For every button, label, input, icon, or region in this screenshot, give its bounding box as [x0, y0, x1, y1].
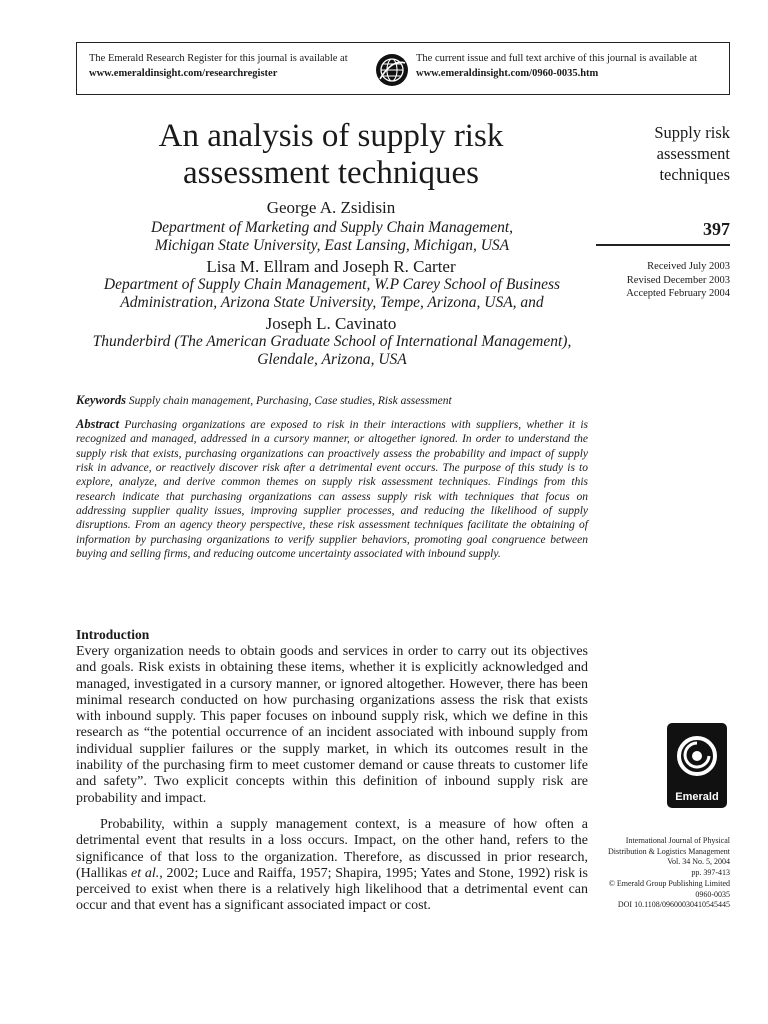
affiliation-line: Glendale, Arizona, USA — [257, 351, 407, 368]
emerald-globe-icon — [375, 53, 409, 87]
running-title-line: Supply risk — [654, 123, 730, 142]
abstract-label: Abstract — [76, 417, 120, 431]
journal-info-doi: DOI 10.1108/09600030410545445 — [617, 900, 730, 910]
journal-info-line: © Emerald Group Publishing Limited — [608, 878, 730, 888]
affiliation-line: Department of Marketing and Supply Chain Management, — [150, 219, 514, 236]
body-paragraph: Every organization needs to obtain goods and services in order to carry out its objectives and goals. Risk exists in obtaining these items, whether it is explicitly acknowledged and managed, investigated in a cursory manner, or ignored altogether. However, there has been minimal research conducted on how purchasing organizations assess the risk that exists with inbound supply. This paper focuses on inbound supply risk, which we define in this research as “the potential occurrence of an incident associated with inbound supply from individual supplier failures or the supply market, in which its outcomes result in the inability of the purchasing firm to meet customer demand or cause threats to customer life and safety”. Two explicit concepts within this definition of inbound supply risk are probability and impact. — [76, 644, 588, 806]
body-paragraph — [76, 817, 588, 915]
author-affiliation — [70, 219, 594, 255]
affiliation-line: Thunderbird (The American Graduate School of International Management), — [92, 333, 572, 350]
journal-info — [580, 836, 730, 911]
received-date: Received July 2003 — [647, 261, 730, 272]
journal-info-line: Distribution & Logistics Management — [608, 846, 730, 856]
emerald-swirl-icon — [675, 731, 719, 781]
register-left-notice — [89, 51, 374, 81]
author-affiliation — [70, 333, 594, 369]
journal-info-line: International Journal of Physical — [625, 836, 730, 845]
running-title-line: assessment — [656, 144, 730, 163]
abstract-text: Purchasing organizations are exposed to risk in their interactions with suppliers, whether it is recognized and managed, addressed in a cursory manner, or altogether ignored. In order to understand the supply risk that exists, purchasing organizations can proactively assess the probability and impact of supply risk in advance, or reactively discover risk after a detrimental event occurs. The purpose of this study is to explore, analyze, and derive common themes on supply risk assessment techniques. Findings from this research indicate that purchasing organizations can assess supply risk with techniques that focus on addressing supplier quality issues, improving supplier processes, and reducing the likelihood of supply disruptions. From an agency theory perspective, these risk assessment techniques facilitate the obtaining of information by purchasing organizations to verify supplier behaviors, promoting goal congruence between buying and selling firms, and reducing outcome uncertainty associated with inbound supply. — [76, 419, 589, 561]
running-title-line: techniques — [659, 165, 730, 184]
emerald-logo — [667, 723, 727, 808]
accepted-date: Accepted February 2004 — [626, 288, 730, 299]
paragraph-text: , 2002; Luce and Raiffa, 1957; Shapira, 1995; Yates and Stone, 1992) risk is perceived to exist when there is a relatively high likelihood that a detrimental event can occur and that event has a significant associated impact or cost. — [76, 865, 588, 914]
author-name: Lisa M. Ellram and Joseph R. Carter — [206, 257, 456, 276]
register-right-text: The current issue and full text archive of this journal is available at — [416, 53, 698, 64]
keywords-label: Keywords — [76, 393, 126, 407]
citation-et-al: et al. — [131, 865, 160, 881]
paper-title-line1: An analysis of supply risk — [158, 118, 504, 154]
register-left-url[interactable]: www.emeraldinsight.com/researchregister — [89, 68, 278, 79]
page-number-rule — [596, 244, 730, 246]
paper-title — [76, 118, 586, 192]
affiliation-line: Michigan State University, East Lansing, Michigan, USA — [154, 237, 510, 254]
emerald-register-box — [76, 42, 730, 95]
section-heading-introduction: Introduction — [76, 627, 150, 642]
submission-dates — [596, 260, 730, 301]
page-number: 397 — [703, 219, 730, 239]
author-affiliation — [70, 276, 594, 312]
affiliation-line: Administration, Arizona State University, Tempe, Arizona, USA, and — [120, 294, 544, 311]
register-left-text: The Emerald Research Register for this journal is available at — [89, 53, 348, 64]
author-name: Joseph L. Cavinato — [265, 314, 397, 333]
register-right-notice — [416, 51, 731, 81]
affiliation-line: Department of Supply Chain Management, W.P Carey School of Business — [103, 276, 561, 293]
journal-info-line: pp. 397-413 — [691, 868, 730, 878]
abstract — [76, 417, 588, 561]
journal-info-line: 0960-0035 — [695, 889, 730, 899]
register-right-url[interactable]: www.emeraldinsight.com/0960-0035.htm — [416, 68, 599, 79]
journal-info-line: Vol. 34 No. 5, 2004 — [667, 857, 730, 867]
keywords — [76, 393, 588, 408]
running-title — [596, 122, 730, 185]
keywords-text: Supply chain management, Purchasing, Case studies, Risk assessment — [128, 395, 452, 407]
paper-title-line2: assessment techniques — [182, 155, 480, 191]
revised-date: Revised December 2003 — [626, 274, 730, 286]
author-name: George A. Zsidisin — [266, 198, 396, 217]
paragraph-text: Probability, within a supply management context, is a measure of how often a detrimental event that results in a loss occurs. Impact, on the other hand, refers to the significance of that loss to the organization. Therefore, as discussed in prior research, (Hallikas — [76, 817, 588, 881]
emerald-logo-word: Emerald — [675, 791, 719, 803]
